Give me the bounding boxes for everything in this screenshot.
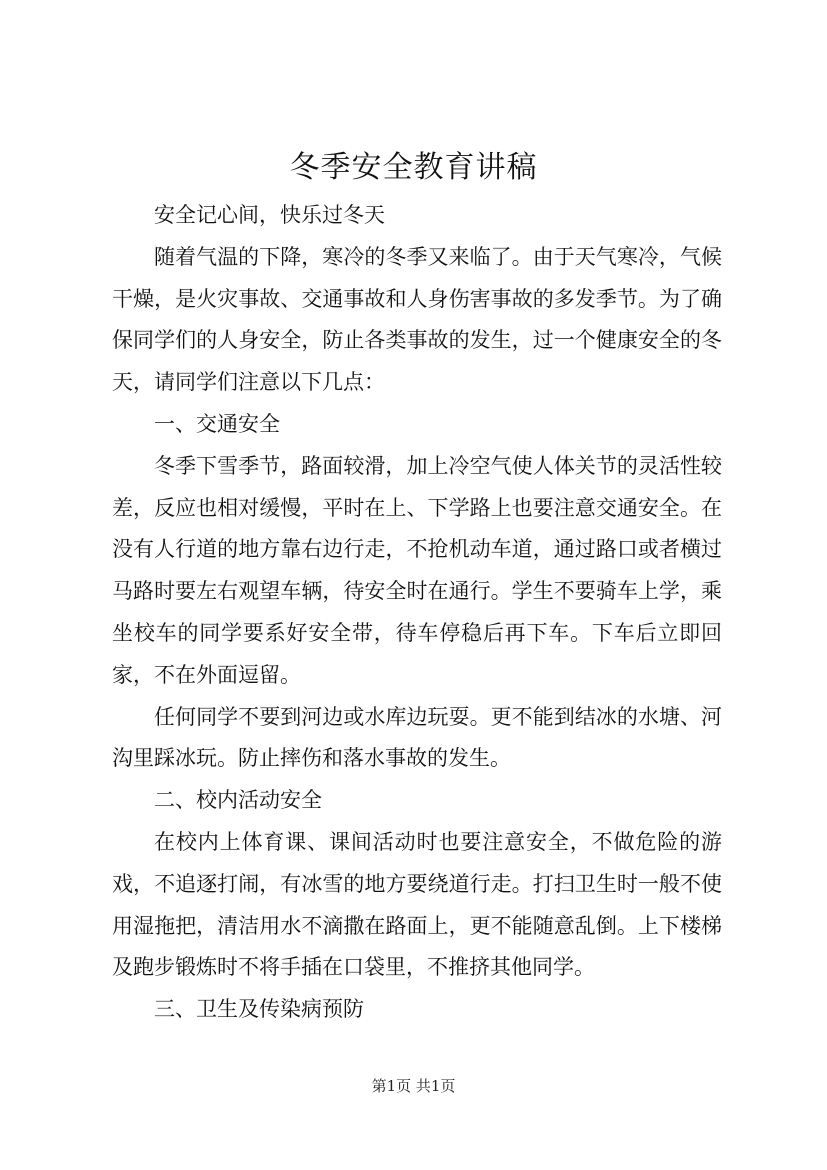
section-heading-traffic: 一、交通安全 (154, 411, 280, 436)
paragraph-slogan: 安全记心间，快乐过冬天 (154, 203, 385, 227)
document-body (112, 195, 722, 1031)
section-heading-hygiene: 三、卫生及传染病预防 (154, 997, 364, 1022)
paragraph-traffic: 冬季下雪季节，路面较滑，加上冷空气使人体关节的灵活性较差，反应也相对缓慢，平时在上、下学路上也要注意交通安全。在没有人行道的地方靠右边行走，不抢机动车道，通过路口或者横过马路时要左右观望车辆，待安全时在通行。学生不要骑车上学，乘坐校车的同学要系好安全带，待车停稳后再下车。下车后立即回家，不在外面逗留。 (112, 453, 722, 687)
page-footer: 第1页 共1页 (371, 1077, 456, 1095)
section-heading-campus: 二、校内活动安全 (154, 788, 322, 813)
paragraph-campus: 在校内上体育课、课间活动时也要注意安全，不做危险的游戏，不追逐打闹，有冰雪的地方要绕道行走。打扫卫生时一般不使用湿拖把，清洁用水不滴撒在路面上，更不能随意乱倒。上下楼梯及跑步锻炼时不将手插在口袋里，不推挤其他同学。 (112, 829, 722, 980)
paragraph-intro: 随着气温的下降，寒冷的冬季又来临了。由于天气寒冷，气候干燥，是火灾事故、交通事故和人身伤害事故的多发季节。为了确保同学们的人身安全，防止各类事故的发生，过一个健康安全的冬天，请同学们注意以下几点： (112, 244, 722, 395)
paragraph-ice: 任何同学不要到河边或水库边玩耍。更不能到结冰的水塘、河沟里踩冰玩。防止摔伤和落水事故的发生。 (112, 704, 722, 771)
document-title: 冬季安全教育讲稿 (289, 150, 538, 185)
